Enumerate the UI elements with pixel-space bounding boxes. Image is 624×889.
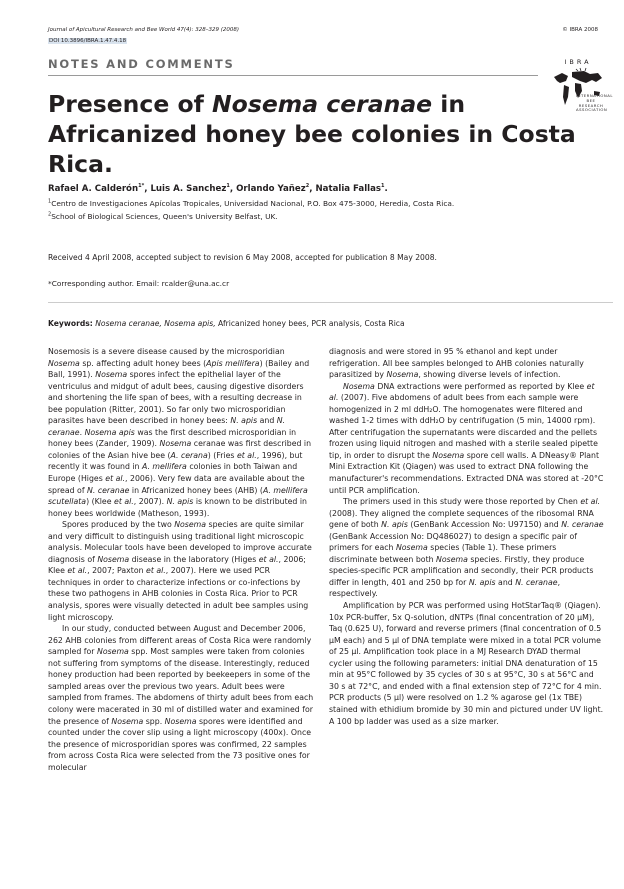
logo-wordmark: IBRA: [564, 58, 592, 66]
author-affiliation-mark: 1: [226, 183, 230, 190]
author-name: Rafael A. Calderón: [48, 184, 139, 194]
article-title: [48, 89, 578, 179]
affiliation-number: 2: [48, 211, 52, 218]
logo-sub-line: BEE: [586, 97, 596, 103]
logo-sub-line: ASSOCIATION: [576, 107, 608, 113]
body-paragraph: In our study, conducted between August and December 2006, 262 AHB colonies from different areas of Costa Rica were randomly sampled for Nosema spp. Most samples were taken from colonies not suffering from symptoms of the disease. Interestingly, reduced honey production had been reported by beekeepers in some of the sampled areas over the previous two years. Adult bees were sampled from frames. The abdomens of thirty adult bees from each colony were macerated in 30 ml of distilled water and examined for the presence of Nosema spp. Nosema spores were identified and counted under the cover slip using a light microscopy (400x). Once the presence of microsporidian spores was confirmed, 22 samples from across Costa Rica were selected from the 73 positive ones for molecular: [48, 624, 314, 772]
keywords-label: Keywords:: [48, 319, 93, 328]
author-name: Orlando Yañez: [236, 184, 306, 194]
keywords: [48, 319, 405, 328]
title-text: Presence of: [48, 90, 213, 118]
keywords-species: Nosema ceranae, Nosema apis,: [95, 319, 216, 328]
affiliation: [48, 199, 454, 208]
affiliation-number: 1: [48, 198, 52, 205]
affiliation: [48, 212, 278, 221]
author-affiliation-mark: 1*: [138, 183, 145, 190]
received-dates: Received 4 April 2008, accepted subject to revision 6 May 2008, accepted for publication 8 May 2008.: [48, 253, 437, 262]
author-list: Rafael A. Calderón$^{1*}$, Luis A. Sanchez$^1$, Orlando Yañez$^2$, Natalia Fallas$^1$.: [48, 183, 388, 194]
affiliation-text: Centro de Investigaciones Apícolas Tropicales, Universidad Nacional, P.O. Box 475-3000, Heredia, Costa Rica.: [51, 199, 455, 208]
body-column-right: [329, 346, 604, 727]
corresponding-author: *Corresponding author. Email: rcalder@una.ac.cr: [48, 279, 230, 288]
body-paragraph: Amplification by PCR was performed using HotStarTaq® (Qiagen). 10x PCR-buffer, 5x Q-solution, dNTPs (final concentration of 20 µM), Taq (0.625 U), forward and reverse primers (final concentration of 0.5 µM each) and 5 µl of DNA template were mixed in a total PCR volume of 25 µl. Amplification took place in a MJ Research DYAD thermal cycler using the following parameters: initial DNA denaturation of 15 min at 95°C followed by 35 cycles of 30 s at 95°C, 30 s at 56°C and 30 s at 72°C, and ended with a final extension step of 72°C for 4 min. PCR products (5 µl) were resolved on 1.2 % agarose gel (1x TBE) stained with ethidium bromide by 30 min and pictured under UV light. A 100 bp ladder was used as a size marker.: [329, 601, 604, 726]
affiliation-text: School of Biological Sciences, Queen's University Belfast, UK.: [51, 212, 278, 221]
journal-citation: Journal of Apicultural Research and Bee World 47(4): 328–329 (2008): [48, 27, 240, 33]
author-name: Luis A. Sanchez: [150, 184, 227, 194]
title-text: in Africanized honey bee colonies in Costa Rica.: [48, 90, 576, 178]
logo-sub-line: INTERNATIONAL: [576, 93, 613, 98]
body-paragraph: Spores produced by the two Nosema species are quite similar and very difficult to distinguish using traditional light microscopic analysis. Molecular tools have been developed to improve accurate diagnosis of Nosema disease in the laboratory (Higes et al., 2006; Klee et al., 2007; Paxton et al., 2007). Here we used PCR techniques in order to characterize infections or co-infections by these two pathogens in AHB colonies in Costa Rica. Prior to PCR analysis, spores were visually detected in adult bee samples using light microscopy.: [48, 520, 312, 622]
author-affiliation-mark: 1: [381, 183, 385, 190]
doi-link[interactable]: DOI 10.3896/IBRA.1.47.4.18: [49, 38, 127, 44]
body-paragraph: Nosema DNA extractions were performed as reported by Klee et al. (2007). Five abdomens of adult bees from each sample were homogenized in 2 ml ddH₂O. The homogenates were filtered and washed 1-2 times with ddH₂O by centrifugation (5 min, 14000 rpm). After centrifugation the supernatants were discarded and the pellets frozen using liquid nitrogen and mashed with a sterile sealed pipette tip, in order to disrupt the Nosema spore cell walls. A DNeasy® Plant Mini Extraction Kit (Qiagen) was used to extract DNA following the manufacturer's recommendations. Extracted DNA was stored at -20°C until PCR amplification.: [329, 381, 604, 495]
body-paragraph: diagnosis and were stored in 95 % ethanol and kept under refrigeration. All bee samples belonged to AHB colonies naturally parasitized by Nosema, showing diverse levels of infection.: [329, 347, 584, 380]
body-paragraph: Nosemosis is a severe disease caused by the microsporidian Nosema sp. affecting adult honey bees (Apis mellifera) (Bailey and Ball, 1991). Nosema spores infect the epithelial layer of the ventriculus and midgut of adult bees, causing digestive disorders and shortening the life span of bees, with a resulting decrease in bee population (Ritter, 2001). So far only two microsporidian parasites have been described in honey bees: N. apis and N. ceranae. Nosema apis was the first described microsporidian in honey bees (Zander, 1909). Nosema ceranae was first described in colonies of the Asian hive bee (A. cerana) (Fries et al., 1996), but recently it was found in A. mellifera colonies in both Taiwan and Europe (Higes et al., 2006). Very few data are available about the spread of N. ceranae in Africanized honey bees (AHB) (A. mellifera scutellata) (Klee et al., 2007). N. apis is known to be distributed in honey bees worldwide (Matheson, 1993).: [48, 347, 312, 518]
body-column-left: [48, 346, 314, 773]
keywords-text: Africanized honey bees, PCR analysis, Costa Rica: [215, 319, 405, 328]
author-affiliation-mark: 2: [305, 183, 310, 190]
keywords-divider: [48, 302, 613, 303]
title-species: Nosema ceranae: [212, 90, 433, 118]
logo-subtitle: [576, 93, 613, 113]
section-divider: [48, 75, 538, 76]
section-label: NOTES AND COMMENTS: [48, 57, 235, 71]
logo-sub-line: RESEARCH: [578, 102, 604, 108]
copyright-notice: © IBRA 2008: [562, 27, 598, 33]
author-name: Natalia Fallas: [315, 184, 382, 194]
body-paragraph: The primers used in this study were those reported by Chen et al. (2008). They aligned the complete sequences of the ribosomal RNA gene of both N. apis (GenBank Accession No: U97150) and N. ceranae (GenBank Accession No: DQ486027) to design a specific pair of primers for each Nosema species (Table 1). These primers discriminate between both Nosema species. Firstly, they produce species-specific PCR amplification and secondly, their PCR products differ in length, 401 and 250 bp for N. apis and N. ceranae, respectively.: [329, 497, 604, 599]
